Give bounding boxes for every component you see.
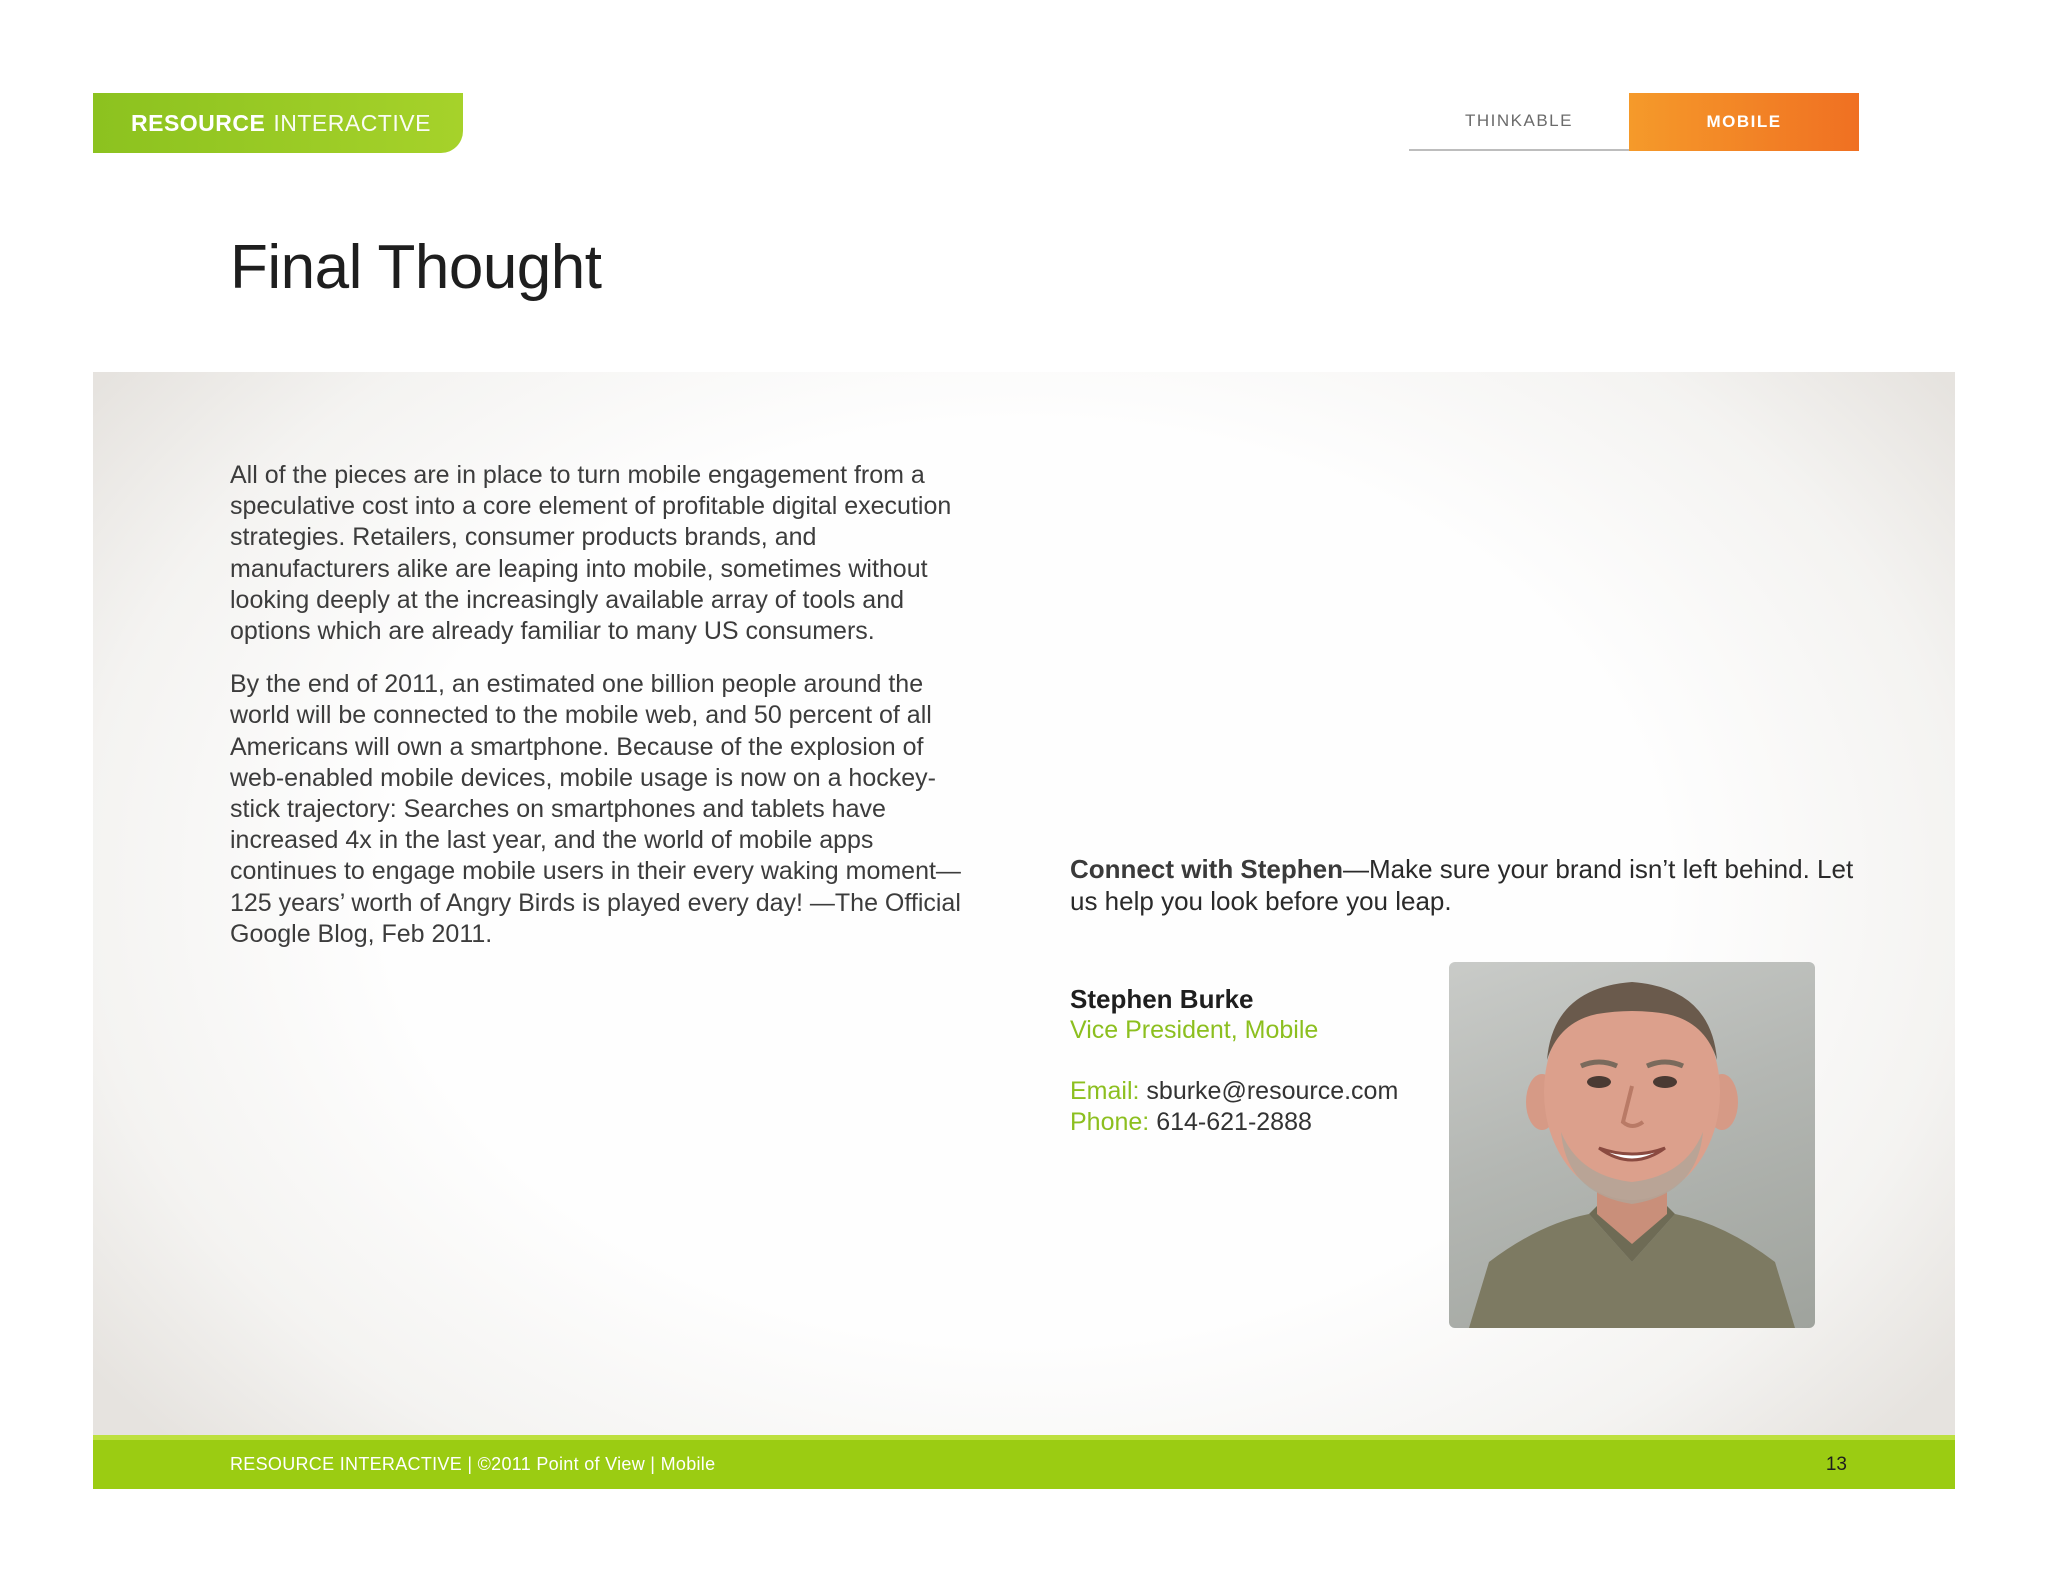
body-paragraph-1: All of the pieces are in place to turn mobile engagement from a speculative cost into a core element of profitable digital execution strategies. Retailers, consumer products brands, and manufacturers alike are leaping into mobile, sometimes without looking deeply at the increasingly available array of tools and options which are already familiar to many US consumers.	[230, 461, 952, 646]
body-copy	[230, 460, 970, 972]
phone-number[interactable]: 614-621-2888	[1156, 1108, 1312, 1136]
connect-callout	[1070, 854, 1860, 917]
tab-mobile[interactable]: MOBILE	[1629, 93, 1859, 151]
connect-text: —Make sure your brand isn’t left behind. Let us help you look before you leap.	[1070, 854, 1854, 916]
phone-label: Phone:	[1070, 1108, 1150, 1136]
contact-role: Vice President, Mobile	[1070, 1016, 1319, 1044]
contact-spacer	[1070, 1046, 1450, 1076]
tab-thinkable[interactable]: THINKABLE	[1409, 93, 1629, 151]
connect-lead: Connect with Stephen	[1070, 854, 1343, 884]
portrait-illustration	[1449, 962, 1815, 1328]
contact-email-row	[1070, 1076, 1450, 1107]
email-label: Email:	[1070, 1077, 1140, 1105]
page-title: Final Thought	[230, 233, 602, 302]
brand-name-light: INTERACTIVE	[273, 109, 431, 136]
brand-name-strong: RESOURCE	[131, 109, 266, 136]
page-number: 13	[1825, 1453, 1847, 1475]
portrait-photo	[1449, 962, 1815, 1328]
footer-credit: RESOURCE INTERACTIVE | ©2011 Point of View | Mobile	[230, 1454, 716, 1474]
footer-bar	[93, 1435, 1955, 1489]
contact-name: Stephen Burke	[1070, 984, 1254, 1014]
email-link[interactable]: sburke@resource.com	[1146, 1077, 1399, 1105]
contact-phone-row	[1070, 1107, 1450, 1138]
contact-card	[1070, 984, 1450, 1138]
body-paragraph-2: By the end of 2011, an estimated one billion people around the world will be connected to the mobile web, and 50 percent of all Americans will own a smartphone. Because of the explosion of web-enabled mobile devices, mobile usage is now on a hockey-stick trajectory: Searches on smartphones and tablets have increased 4x in the last year, and the world of mobile apps continues to engage mobile users in their every waking moment—125 years’ worth of Angry Birds is played every day! —The Official Google Blog, Feb 2011.	[230, 670, 961, 948]
brand-logo-tab	[93, 93, 463, 153]
section-nav	[1409, 93, 1859, 151]
